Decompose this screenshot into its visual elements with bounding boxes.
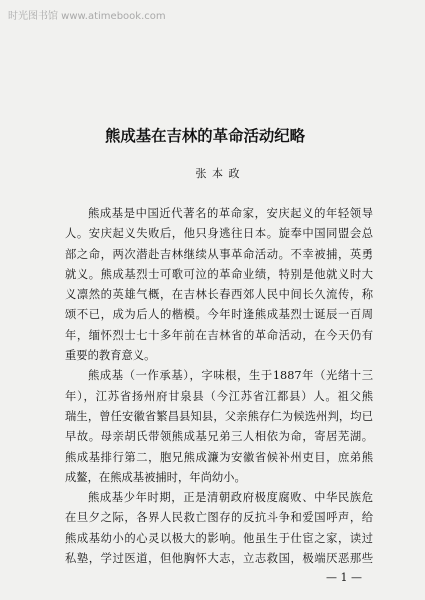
text-line: 熊成基（一作承基），字味根，生于1887年（光绪十三 bbox=[88, 369, 373, 383]
text-line: 就义。熊成基烈士可歌可泣的革命业绩，特别是他就义时大 bbox=[65, 267, 373, 281]
text-line: 人。安庆起义失败后，他只身逃往日本。旋奉中国同盟会总 bbox=[65, 227, 373, 241]
text-line: 瑞生，曾任安徽省繁昌县知县，父亲熊存仁为候选州判，均已 bbox=[65, 409, 373, 423]
paragraph-3 bbox=[65, 488, 373, 569]
text-line: 义凛然的英雄气概，在吉林长春西郊人民中间长久流传，称 bbox=[65, 288, 373, 302]
text-line: 重要的教育意义。 bbox=[65, 349, 156, 363]
text-line: 年），江苏省扬州府甘泉县（今江苏省江都县）人。祖父熊 bbox=[65, 389, 373, 403]
text-line: 熊成基排行第二，胞兄熊成濂为安徽省候补州吏目，庶弟熊 bbox=[65, 450, 373, 464]
text-line: 私塾，学过医道，但他胸怀大志，立志救国，极端厌恶那些 bbox=[65, 552, 373, 566]
text-line: 早故。母亲胡氏带领熊成基兄弟三人相依为命，寄居芜湖。 bbox=[65, 430, 373, 444]
text-line: 熊成基幼小的心灵以极大的影响。他虽生于仕宦之家，读过 bbox=[65, 531, 373, 545]
text-line: 在旦夕之际，各界人民救亡图存的反抗斗争和爱国呼声，给 bbox=[65, 511, 373, 525]
site-watermark: 时光图书馆 www.atimebook.com bbox=[8, 11, 166, 22]
article-body bbox=[65, 204, 373, 569]
text-line: 部之命，两次潜赴吉林继续从事革命活动。不幸被捕，英勇 bbox=[65, 247, 373, 261]
author-name: 张 本 政 bbox=[195, 167, 241, 180]
text-line: 熊成基是中国近代著名的革命家，安庆起义的年轻领导 bbox=[88, 207, 373, 220]
paragraph-2 bbox=[65, 366, 373, 488]
text-line: 成鳌，在熊成基被捕时，年尚幼小。 bbox=[65, 470, 246, 484]
text-line: 熊成基少年时期，正是清朝政府极度腐败、中华民族危 bbox=[88, 491, 373, 505]
text-line: 颂不已，成为后人的楷模。今年时逢熊成基烈士诞辰一百周 bbox=[65, 308, 373, 322]
article-title: 熊成基在吉林的革命活动纪略 bbox=[104, 127, 306, 145]
paragraph-1 bbox=[65, 204, 373, 366]
page-number: — 1 — bbox=[326, 571, 362, 584]
text-line: 年，缅怀烈士七十多年前在吉林省的革命活动，在今天仍有 bbox=[65, 328, 373, 342]
